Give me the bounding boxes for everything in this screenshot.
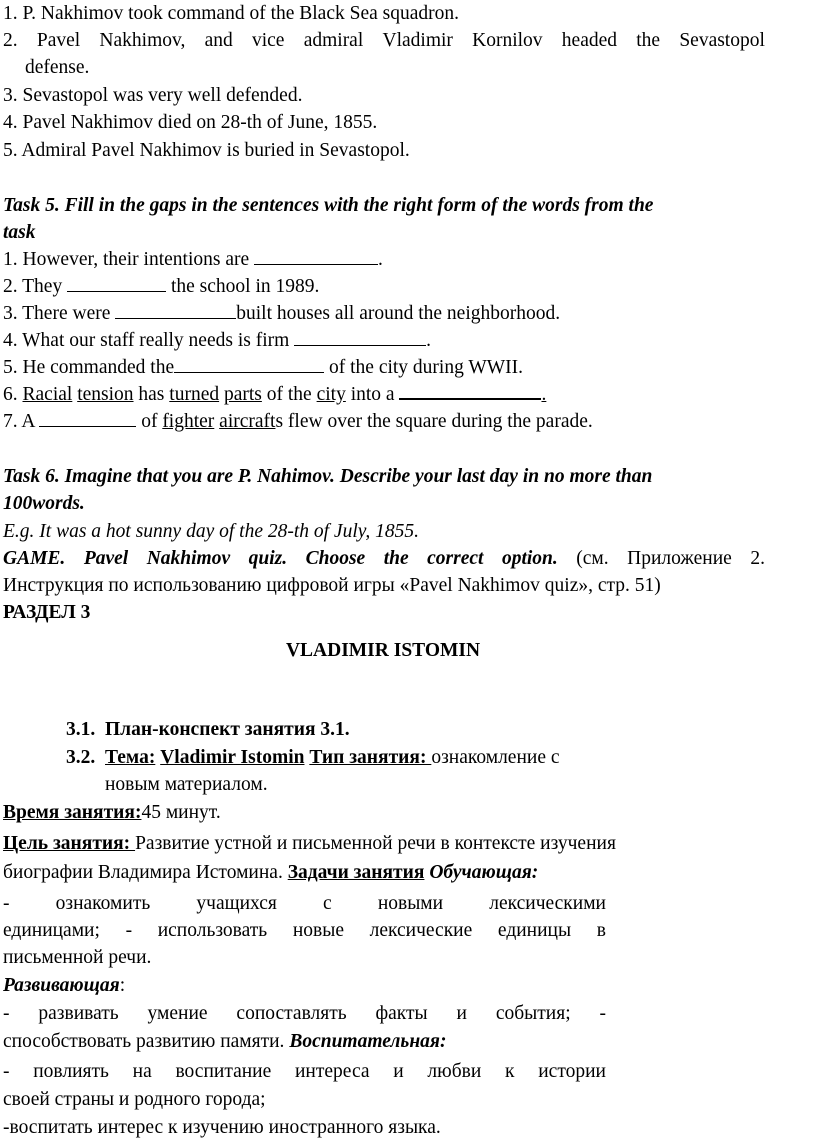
word: учащихся: [196, 893, 277, 914]
educating-line-3: -воспитать интерес к изучению иностранного языка.: [3, 1117, 441, 1138]
word: воспитание: [175, 1061, 272, 1082]
plan-item-1: [66, 716, 816, 743]
section-title: VLADIMIR ISTOMIN: [285, 640, 481, 661]
fact-2: [3, 27, 765, 54]
word: истории: [538, 1061, 606, 1082]
tasks-label: Задачи занятия: [287, 862, 425, 883]
fact-2-continuation: defense.: [25, 57, 90, 78]
educating-line-2: своей страны и родного города;: [3, 1089, 266, 1110]
sentence-text: of the: [261, 384, 317, 405]
word: Nakhimov: [146, 548, 231, 569]
word: события;: [495, 1003, 571, 1024]
word: любви: [427, 1061, 482, 1082]
underlined-word: aircraft: [219, 411, 276, 432]
word: -: [125, 920, 133, 941]
word: с: [323, 893, 332, 914]
word: сопоставлять: [236, 1003, 347, 1024]
topic-label: Тема:: [105, 747, 156, 768]
word: лексическими: [489, 893, 606, 914]
educating-label: Воспитательная:: [289, 1031, 447, 1052]
underlined-word: city: [316, 384, 346, 405]
word: Choose: [305, 548, 366, 569]
underlined-word: tension: [77, 384, 134, 405]
word: и: [393, 1061, 404, 1082]
word: повлиять: [33, 1061, 109, 1082]
time-label: [3, 802, 141, 823]
sentence-text: the school in 1989.: [166, 276, 320, 297]
fact-4: 4. Pavel Nakhimov died on 28-th of June, 1855.: [3, 112, 378, 133]
word: the: [383, 548, 409, 569]
lesson-goal: [3, 830, 816, 857]
sentence-text: 1. However, their intentions are: [3, 249, 255, 270]
developing-line-2: [3, 1028, 816, 1055]
lesson-time: [3, 799, 816, 826]
word: -: [3, 1061, 10, 1082]
goal-label: Цель занятия:: [3, 833, 136, 854]
word: quiz.: [248, 548, 288, 569]
word: развивать: [38, 1003, 119, 1024]
sentence-text: .: [541, 384, 547, 405]
teaching-line-1: [3, 890, 606, 917]
developing-label: Развивающая: [3, 975, 120, 996]
word: Pavel: [83, 548, 129, 569]
topic-value: Vladimir Istomin: [160, 747, 305, 768]
word: факты: [375, 1003, 428, 1024]
task5-sentence-5: [3, 354, 816, 381]
blank-gap: [39, 409, 136, 427]
sentence-text: .: [378, 249, 383, 270]
task5-title-cont: task: [3, 222, 36, 243]
word: (см.: [576, 548, 609, 569]
word: Nakhimov,: [99, 30, 186, 51]
time-label-text: Время заняти: [3, 802, 125, 823]
word: 2.: [3, 30, 18, 51]
underlined-word: Racial: [22, 384, 73, 405]
teaching-line-3: письменной речи.: [3, 947, 152, 968]
word: correct: [427, 548, 484, 569]
list-text: План-конспект занятия 3.1.: [105, 719, 350, 740]
word: Приложение: [627, 548, 732, 569]
blank-gap: [254, 247, 378, 265]
word: к: [505, 1061, 515, 1082]
underlined-word: parts: [223, 384, 262, 405]
task5-sentence-7: [3, 408, 816, 435]
sentence-text: 5. He commanded the: [3, 357, 175, 378]
task5-sentence-3: [3, 300, 816, 327]
developing-line-1: [3, 1000, 606, 1027]
word: vice: [251, 30, 285, 51]
sentence-text: s flew over the square during the parade.: [275, 411, 593, 432]
sentence-text: built houses all around the neighborhood.: [236, 303, 561, 324]
list-number: 3.1.: [66, 719, 96, 740]
blank-gap: [294, 328, 426, 346]
blank-gap: [67, 274, 166, 292]
task5-sentence-4: [3, 327, 816, 354]
lesson-type-label: Тип занятия:: [309, 747, 432, 768]
blank-gap: [174, 355, 324, 373]
word: -: [3, 1003, 10, 1024]
time-label-text: я:: [124, 802, 142, 823]
task6-title: Task 6. Imagine that you are P. Nahimov. Describe your last day in no more than: [3, 466, 653, 487]
word: GAME.: [3, 548, 66, 569]
word: интереса: [295, 1061, 370, 1082]
word: и: [456, 1003, 467, 1024]
word: -: [3, 893, 10, 914]
fact-1: 1. P. Nakhimov took command of the Black Sea squadron.: [3, 3, 460, 24]
goal-value: биографии Владимира Истомина.: [3, 862, 283, 883]
section-label: РАЗДЕЛ 3: [3, 602, 91, 623]
goal-value: Развитие устной и письменной речи в контексте изучения: [135, 833, 616, 854]
word: в: [596, 920, 606, 941]
game-instruction-cont: Инструкция по использованию цифровой игры «Pavel Nakhimov quiz», стр. 51): [3, 575, 661, 596]
word: option.: [501, 548, 558, 569]
task6-title-cont: 100words.: [3, 493, 85, 514]
word: умение: [147, 1003, 208, 1024]
lesson-type-value: ознакомление с: [431, 747, 560, 768]
word: and: [204, 30, 233, 51]
word: единицами;: [3, 920, 100, 941]
underlined-word: turned: [169, 384, 220, 405]
word: headed: [561, 30, 618, 51]
task5-title: Task 5. Fill in the gaps in the sentences with the right form of the words from the: [3, 195, 654, 216]
educating-line-1: [3, 1058, 606, 1085]
word: admiral: [303, 30, 364, 51]
sentence-text: 4. What our staff really needs is firm: [3, 330, 295, 351]
sentence-text: of the city during WWII.: [324, 357, 524, 378]
blank-gap: [115, 301, 236, 319]
list-number: 3.2.: [66, 747, 96, 768]
task5-sentence-6: [3, 381, 816, 408]
sentence-text: into a: [345, 384, 400, 405]
plan-item-2-cont: новым материалом.: [105, 774, 268, 795]
fact-5: 5. Admiral Pavel Nakhimov is buried in Sevastopol.: [3, 140, 410, 161]
word: лексические: [369, 920, 473, 941]
game-instruction: [3, 545, 765, 572]
developing-text: способствовать развитию памяти.: [3, 1031, 285, 1052]
word: the: [636, 30, 661, 51]
blank-gap: [399, 381, 541, 400]
word: Kornilov: [472, 30, 543, 51]
word: на: [132, 1061, 152, 1082]
word: -: [599, 1003, 606, 1024]
teaching-label: Обучающая:: [429, 862, 539, 883]
sentence-text: 7. A: [3, 411, 40, 432]
sentence-text: 3. There were: [3, 303, 116, 324]
word: единицы: [497, 920, 572, 941]
lesson-goal-cont: [3, 859, 816, 886]
word: использовать: [157, 920, 268, 941]
developing-colon: :: [119, 975, 126, 996]
word: новые: [292, 920, 344, 941]
time-value: 45 минут.: [141, 802, 221, 823]
teaching-line-2: [3, 917, 606, 944]
word: 2.: [750, 548, 765, 569]
word: Sevastopol: [679, 30, 765, 51]
fact-3: 3. Sevastopol was very well defended.: [3, 85, 303, 106]
sentence-text: 2. They: [3, 276, 68, 297]
sentence-text: has: [133, 384, 170, 405]
task5-sentence-1: [3, 246, 816, 273]
word: Pavel: [36, 30, 81, 51]
sentence-text: .: [426, 330, 432, 351]
plan-item-2: [66, 744, 816, 771]
word: Vladimir: [382, 30, 453, 51]
sentence-text: of: [136, 411, 163, 432]
word: новыми: [377, 893, 444, 914]
task5-sentence-2: [3, 273, 816, 300]
word: ознакомить: [55, 893, 151, 914]
developing-heading: [3, 972, 816, 999]
underlined-word: fighter: [162, 411, 215, 432]
sentence-text: 6.: [3, 384, 23, 405]
task6-example: E.g. It was a hot sunny day of the 28-th of July, 1855.: [3, 521, 419, 542]
